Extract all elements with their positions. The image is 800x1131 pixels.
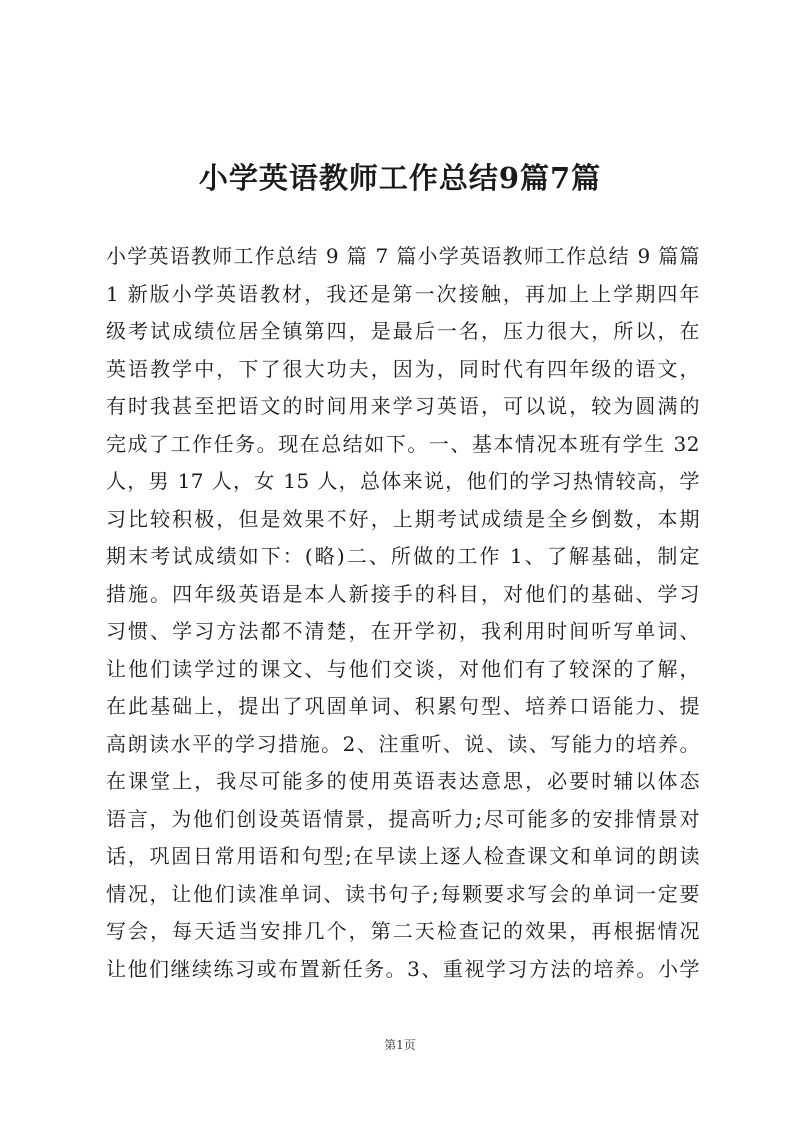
body-line: 措施。四年级英语是本人新接手的科目，对他们的基础、学习 <box>106 581 700 606</box>
body-line: 英语教学中，下了很大功夫，因为，同时代有四年级的语文， <box>106 356 700 381</box>
body-line: 习比较积极，但是效果不好，上期考试成绩是全乡倒数，本期 <box>106 506 700 531</box>
body-line: 情况，让他们读准单词、读书句子;每颗要求写会的单词一定要 <box>106 881 700 906</box>
body-line: 级考试成绩位居全镇第四，是最后一名，压力很大，所以，在 <box>106 319 700 343</box>
page-number: 第1页 <box>384 1038 416 1052</box>
body-line: 1 新版小学英语教材，我还是第一次接触，再加上上学期四年 <box>106 281 700 306</box>
body-line: 在此基础上，提出了巩固单词、积累句型、培养口语能力、提 <box>106 694 700 718</box>
body-line: 小学英语教师工作总结 9 篇 7 篇小学英语教师工作总结 9 篇篇 <box>106 244 700 268</box>
body-line: 人，男 17 人，女 15 人，总体来说，他们的学习热情较高，学 <box>106 469 700 493</box>
body-line: 完成了工作任务。现在总结如下。一、基本情况本班有学生 32 <box>106 431 700 456</box>
body-line: 语言，为他们创设英语情景，提高听力;尽可能多的安排情景对 <box>106 806 700 831</box>
body-line: 写会，每天适当安排几个，第二天检查记的效果，再根据情况 <box>106 919 700 943</box>
document-body <box>106 238 700 988</box>
body-line: 有时我甚至把语文的时间用来学习英语，可以说，较为圆满的 <box>106 394 700 418</box>
body-line: 话，巩固日常用语和句型;在早读上逐人检查课文和单词的朗读 <box>106 844 700 868</box>
body-line: 让他们继续练习或布置新任务。3、重视学习方法的培养。小学 <box>106 956 700 981</box>
body-line: 在课堂上，我尽可能多的使用英语表达意思，必要时辅以体态 <box>106 769 700 793</box>
body-line: 期末考试成绩如下：(略)二、所做的工作 1、了解基础，制定 <box>106 544 700 568</box>
body-line: 高朗读水平的学习措施。2、注重听、说、读、写能力的培养。 <box>106 731 700 756</box>
body-line: 让他们读学过的课文、与他们交谈，对他们有了较深的了解， <box>106 656 700 681</box>
document-title: 小学英语教师工作总结9篇7篇 <box>198 161 602 195</box>
body-line: 习惯、学习方法都不清楚，在开学初，我利用时间听写单词、 <box>106 619 700 643</box>
